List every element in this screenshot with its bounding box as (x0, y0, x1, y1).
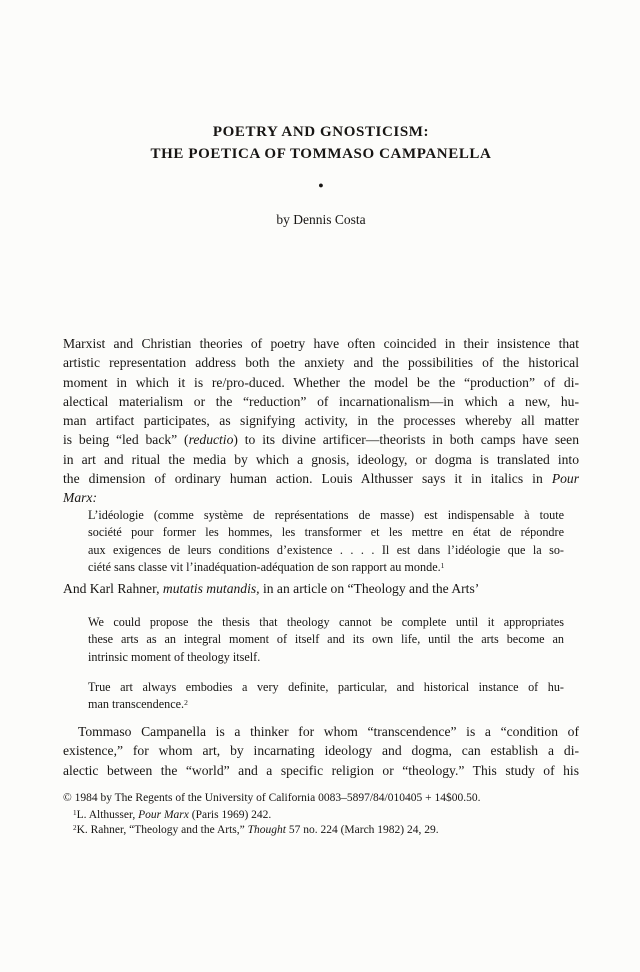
text-line: And Karl Rahner, mutatis mutandis, in an article on “Theology and the Arts’ (63, 581, 480, 596)
text-line: L’idéologie (comme système de représentations de masse) est indispensable à toute (88, 508, 564, 522)
text-line: ciété sans classe vit l’inadéquation-adéquation de son rapport au monde.$^1$ (88, 559, 445, 574)
text-line: these arts as an integral moment of itself and its own life, until the arts become an (88, 632, 564, 647)
text-line: True art always embodies a very definite, particular, and historical instance of hu- (88, 680, 564, 694)
paragraph-rahner-intro (63, 579, 579, 598)
title-line-1: POETRY AND GNOSTICISM: (212, 124, 430, 140)
text-line: the dimension of ordinary human action. Louis Althusser says it in italics in Pour (63, 471, 579, 487)
text-line: aux exigences de leurs conditions d’existence . . . . Il est dans l’idéologie que la so- (88, 542, 564, 557)
paragraph-campanella (63, 722, 579, 780)
blockquote-althusser (88, 507, 564, 576)
separator-bullet-icon: ● (318, 180, 324, 190)
copyright-line (63, 791, 579, 806)
text-line: alectical materialism or the “reduction” of incarnationalism—in which a new, hu- (63, 393, 579, 409)
blockquote-rahner-part2 (88, 679, 564, 714)
footnote-2 (63, 823, 579, 838)
text-line: © 1984 by The Regents of the University of California 0083–5897/84/010405 + 14$00.50. (63, 792, 481, 804)
text-line: in art and ritual the media by which a gnosis, ideology, or dogma is translated into (63, 451, 579, 467)
blockquote-rahner-part1 (88, 614, 564, 666)
text-line: man transcendence.$^2$ (88, 697, 188, 712)
byline: by Dennis Costa (276, 212, 366, 227)
text-line: Marx: (63, 490, 97, 506)
text-line: intrinsic moment of theology itself. (88, 649, 261, 664)
footnote-1 (63, 808, 579, 823)
text-line: moment in which it is re/pro-duced. Whether the model be the “production” of di- (63, 374, 579, 390)
text-line: $^2$K. Rahner, “Theology and the Arts,” Thought 57 no. 224 (March 1982) 24, 29. (73, 823, 439, 836)
paragraph-intro (63, 334, 579, 508)
text-line: We could propose the thesis that theology cannot be complete until it appropriates (88, 615, 564, 629)
title-line-2: THE POETICA OF TOMMASO CAMPANELLA (150, 146, 492, 162)
text-line: Marxist and Christian theories of poetry have often coincided in their insistence that (63, 336, 579, 351)
text-line: $^1$L. Althusser, Pour Marx (Paris 1969) 242. (73, 808, 272, 821)
text-line: man artifact participates, as signifying activity, in the processes whereby all matter (63, 413, 579, 429)
article-title (63, 121, 579, 165)
text-line: société pour former les hommes, les transformer et les mettre en état de répondre (88, 525, 564, 540)
text-line: existence,” for whom art, by incarnating ideology and dogma, can establish a di- (63, 743, 579, 759)
text-line: is being “led back” (reductio) to its divine artificer—theorists in both camps have seen (63, 432, 579, 448)
text-line: Tommaso Campanella is a thinker for whom “transcendence” is a “condition of (78, 724, 579, 739)
text-line: artistic representation address both the anxiety and the possibilities of the historical (63, 355, 579, 371)
text-line: alectic between the “world” and a specific religion or “theology.” This study of his (63, 762, 579, 778)
